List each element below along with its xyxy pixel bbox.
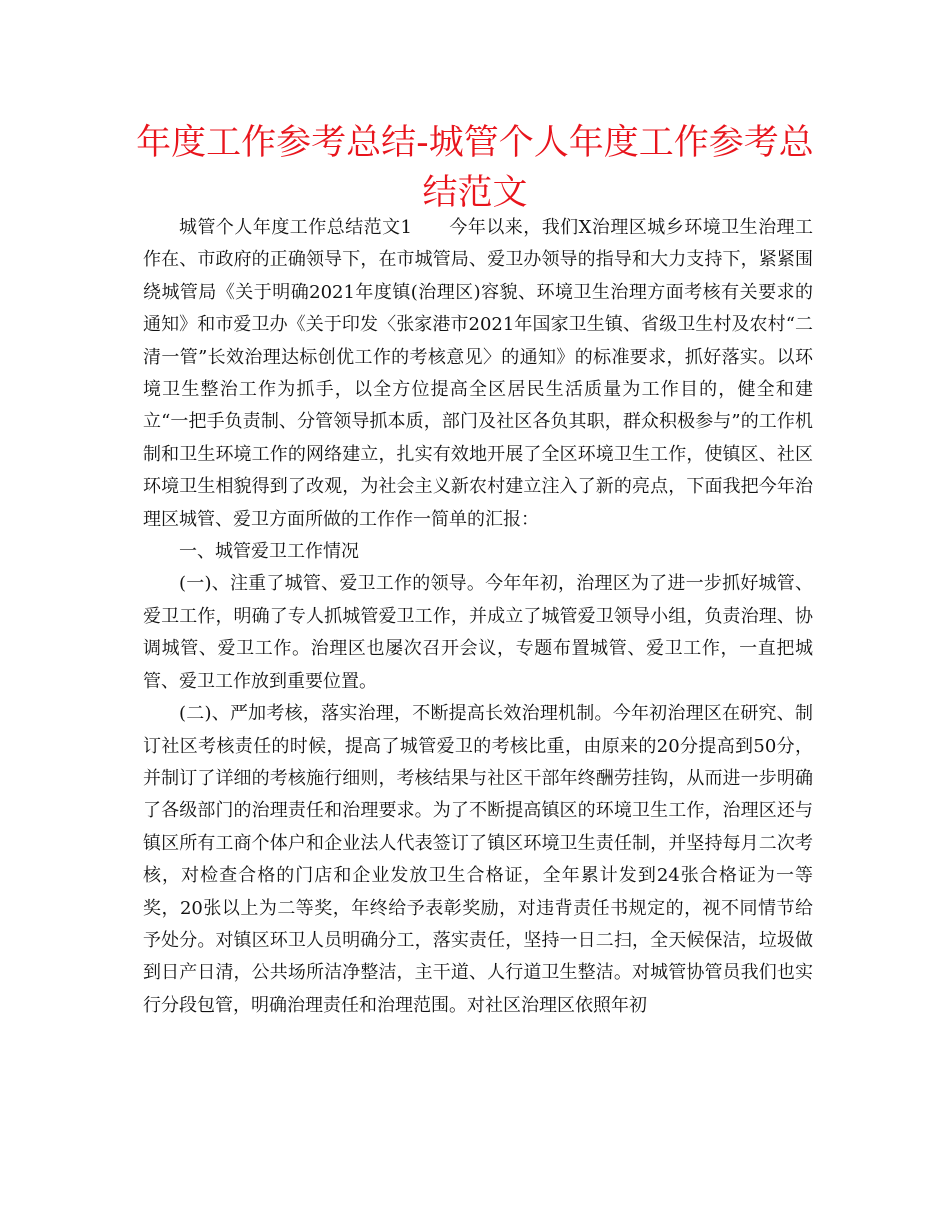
document-title: 年度工作参考总结-城管个人年度工作参考总结范文: [136, 123, 814, 213]
paragraph-intro: 城管个人年度工作总结范文1 今年以来，我们X治理区城乡环境卫生治理工作在、市政府的正确领导下，在市城管局、爱卫办领导的指导和大力支持下，紧紧围绕城管局《关于明确2021年度镇(治理区)容貌、环境卫生治理方面考核有关要求的通知》和市爱卫办《关于印发〈张家港市2021年国家卫生镇、省级卫生村及农村“二清一管”长效治理达标创优工作的考核意见〉的通知》的标准要求，抓好落实。以环境卫生整治工作为抓手，以全方位提高全区居民生活质量为工作目的，健全和建立“一把手负责制、分管领导抓本质，部门及社区各负其职，群众积极参与”的工作机制和卫生环境工作的网络建立，扎实有效地开展了全区环境卫生工作，使镇区、社区环境卫生相貌得到了改观，为社会主义新农村建立注入了新的亮点，下面我把今年治理区城管、爱卫方面所做的工作作一简单的汇报：: [143, 217, 813, 530]
section-heading: 一、城管爱卫工作情况: [179, 541, 359, 563]
document-body: [143, 212, 813, 1022]
paragraph-assessment: (二)、严加考核，落实治理，不断提高长效治理机制。今年初治理区在研究、制订社区考核责任的时候，提高了城管爱卫的考核比重，由原来的20分提高到50分，并制订了详细的考核施行细则，考核结果与社区干部年终酬劳挂钩，从而进一步明确了各级部门的治理责任和治理要求。为了不断提高镇区的环境卫生工作，治理区还与镇区所有工商个体户和企业法人代表签订了镇区环境卫生责任制，并坚持每月二次考核，对检查合格的门店和企业发放卫生合格证，全年累计发到24张合格证为一等奖，20张以上为二等奖，年终给予表彰奖励，对违背责任书规定的，视不同情节给予处分。对镇区环卫人员明确分工，落实责任，坚持一日二扫，全天候保洁，垃圾做到日产日清，公共场所洁净整洁，主干道、人行道卫生整洁。对城管协管员我们也实行分段包管，明确治理责任和治理范围。对社区治理区依照年初: [143, 703, 813, 1016]
paragraph-leadership: (一)、注重了城管、爱卫工作的领导。今年年初，治理区为了进一步抓好城管、爱卫工作，明确了专人抓城管爱卫工作，并成立了城管爱卫领导小组，负责治理、协调城管、爱卫工作。治理区也屡次召开会议，专题布置城管、爱卫工作，一直把城管、爱卫工作放到重要位置。: [143, 573, 813, 692]
